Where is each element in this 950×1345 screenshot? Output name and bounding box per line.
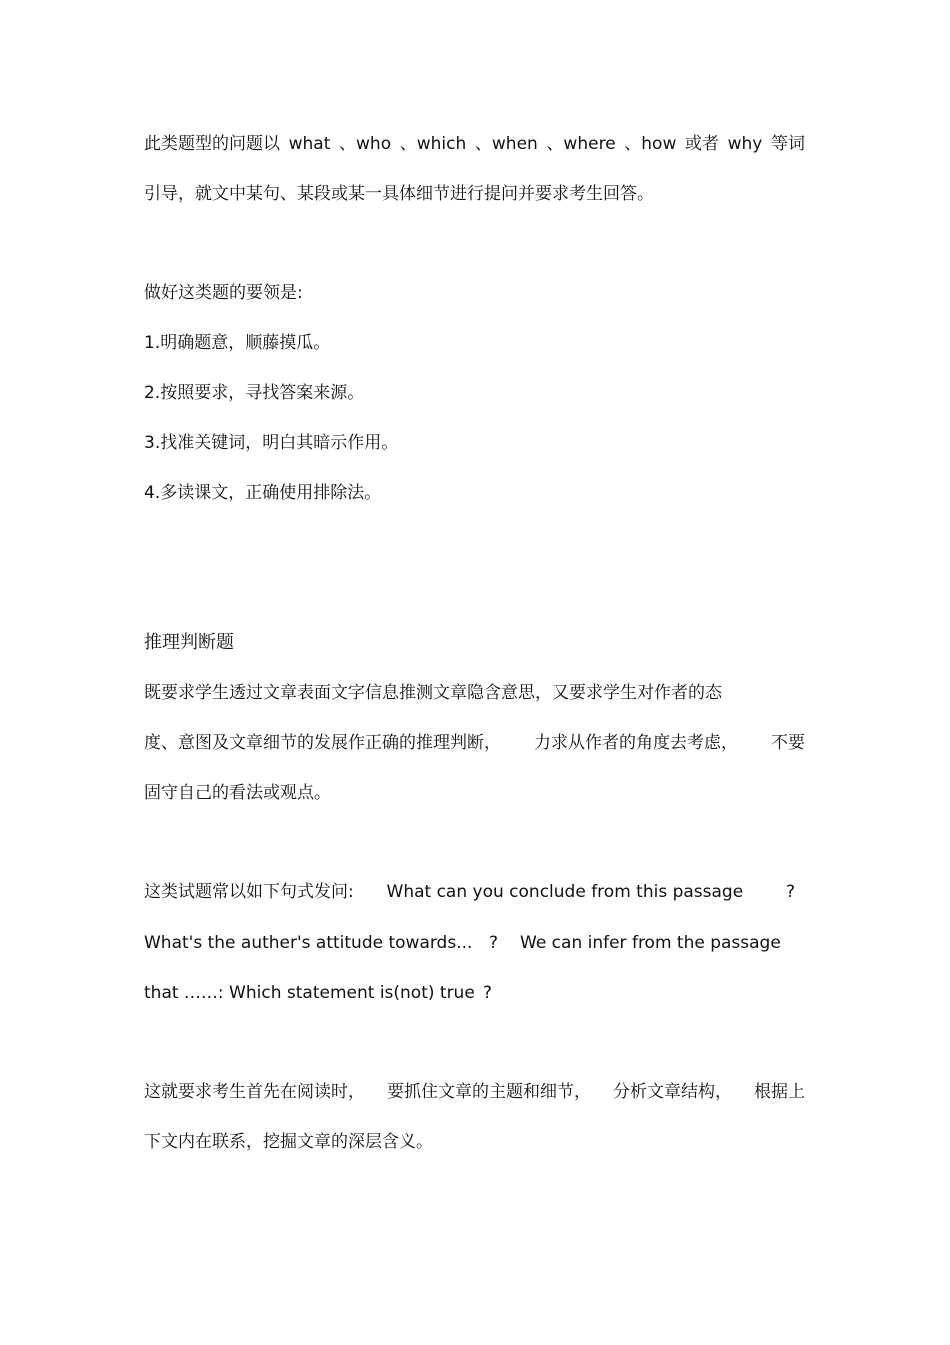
tips-title: 做好这类题的要领是: bbox=[144, 283, 303, 303]
para3-line2-part1: What's the auther's attitude towards... bbox=[144, 933, 473, 953]
para4-line1-part3: 分析文章结构， bbox=[613, 1082, 732, 1102]
para4-line1 bbox=[144, 1082, 805, 1102]
para3-line2 bbox=[144, 933, 805, 953]
para3-line2-part2: ? bbox=[489, 933, 499, 953]
para2-line2-part2: 力求从作者的角度去考虑， bbox=[534, 733, 738, 753]
para2-line1: 既要求学生透过文章表面文字信息推测文章隐含意思，又要求学生对作者的态 bbox=[144, 683, 722, 703]
para1-text-when: 、when bbox=[474, 134, 538, 154]
para3-line3-part2: ? bbox=[483, 983, 493, 1003]
para4-line2: 下文内在联系，挖掘文章的深层含义。 bbox=[144, 1132, 433, 1152]
para1-text-what: what bbox=[288, 134, 331, 154]
para3-line1-part2: What can you conclude from this passage bbox=[386, 882, 744, 902]
tip-item-1: 1.明确题意，顺藤摸瓜。 bbox=[144, 333, 331, 353]
tip-item-4: 4.多读课文，正确使用排除法。 bbox=[144, 483, 382, 503]
para1-text-who: 、who bbox=[339, 134, 392, 154]
para3-line2-part3: We can infer from the passage bbox=[520, 933, 781, 953]
para1-text-etc: 等词 bbox=[771, 134, 805, 154]
tip-item-2: 2.按照要求，寻找答案来源。 bbox=[144, 383, 365, 403]
para3-line1-part3: ? bbox=[785, 882, 795, 902]
para1-text-why: why bbox=[727, 134, 763, 154]
tip-item-3: 3.找准关键词，明白其暗示作用。 bbox=[144, 433, 399, 453]
para2-line2 bbox=[144, 733, 805, 753]
para2-line3: 固守自己的看法或观点。 bbox=[144, 783, 331, 803]
para4-line1-part4: 根据上 bbox=[754, 1082, 805, 1102]
para2-line2-part3: 不要 bbox=[771, 733, 805, 753]
para1-text-where: 、where bbox=[546, 134, 616, 154]
para1-line2: 引导，就文中某句、某段或某一具体细节进行提问并要求考生回答。 bbox=[144, 184, 654, 204]
para1-text-which: 、which bbox=[399, 134, 467, 154]
para3-line3 bbox=[144, 983, 805, 1003]
para1-text-how: 、how bbox=[624, 134, 677, 154]
para1-line1 bbox=[144, 134, 805, 154]
section-heading: 推理判断题 bbox=[144, 632, 234, 653]
para1-text-intro: 此类题型的问题以 bbox=[144, 134, 280, 154]
para3-line1 bbox=[144, 882, 805, 902]
para3-line3-part1: that ……: Which statement is(not) true bbox=[144, 983, 475, 1003]
para4-line1-part1: 这就要求考生首先在阅读时， bbox=[144, 1082, 365, 1102]
para2-line2-part1: 度、意图及文章细节的发展作正确的推理判断， bbox=[144, 733, 501, 753]
para3-line1-part1: 这类试题常以如下句式发问: bbox=[144, 882, 354, 902]
para1-text-or: 或者 bbox=[685, 134, 719, 154]
para4-line1-part2: 要抓住文章的主题和细节， bbox=[387, 1082, 591, 1102]
